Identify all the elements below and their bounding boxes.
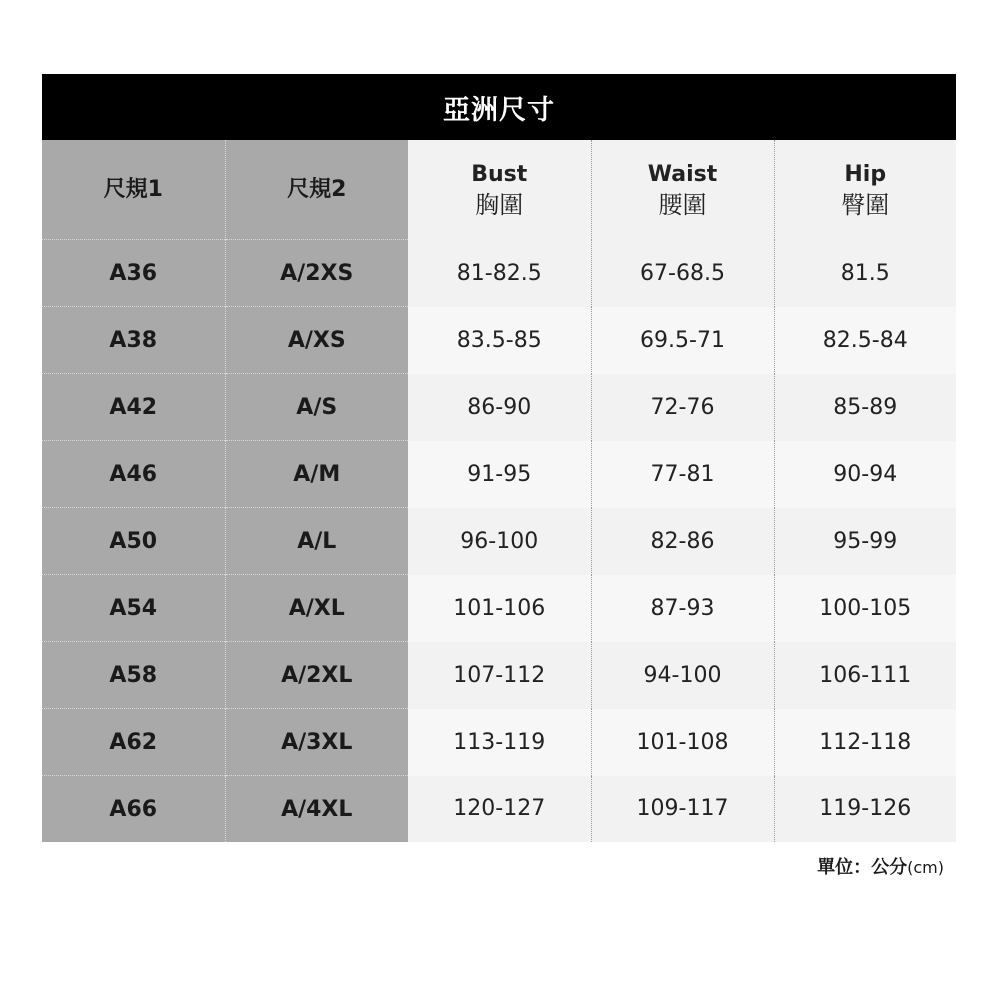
header-size1: 尺規1: [42, 140, 225, 240]
cell-waist: 109-117: [591, 776, 774, 843]
cell-size1: A62: [42, 709, 225, 776]
cell-size1: A36: [42, 240, 225, 307]
cell-bust: 120-127: [408, 776, 591, 843]
header-bust-zh: 胸圍: [475, 190, 524, 219]
table-row: [42, 709, 956, 776]
cell-bust: 83.5-85: [408, 307, 591, 374]
cell-hip: 119-126: [774, 776, 956, 843]
cell-bust: 81-82.5: [408, 240, 591, 307]
cell-hip: 106-111: [774, 642, 956, 709]
cell-bust: 107-112: [408, 642, 591, 709]
header-bust-en: Bust: [471, 161, 528, 187]
table-row: [42, 575, 956, 642]
cell-waist: 67-68.5: [591, 240, 774, 307]
header-hip: [774, 140, 956, 240]
table-row: [42, 307, 956, 374]
cell-waist: 87-93: [591, 575, 774, 642]
table-row: [42, 240, 956, 307]
cell-size1: A58: [42, 642, 225, 709]
header-bust: [408, 140, 591, 240]
unit-note: [817, 853, 944, 879]
cell-size1: A46: [42, 441, 225, 508]
cell-waist: 72-76: [591, 374, 774, 441]
cell-size2: A/XS: [225, 307, 408, 374]
cell-hip: 81.5: [774, 240, 956, 307]
cell-bust: 113-119: [408, 709, 591, 776]
cell-size2: A/XL: [225, 575, 408, 642]
size-chart: [42, 74, 956, 842]
cell-bust: 86-90: [408, 374, 591, 441]
size-table: [42, 140, 956, 842]
cell-waist: 101-108: [591, 709, 774, 776]
header-hip-zh: 臀圍: [841, 190, 890, 219]
cell-size2: A/4XL: [225, 776, 408, 843]
cell-waist: 69.5-71: [591, 307, 774, 374]
cell-size1: A54: [42, 575, 225, 642]
cell-hip: 95-99: [774, 508, 956, 575]
header-size2: 尺規2: [225, 140, 408, 240]
header-waist-zh: 腰圍: [658, 190, 707, 219]
table-row: [42, 508, 956, 575]
cell-hip: 112-118: [774, 709, 956, 776]
cell-size2: A/2XS: [225, 240, 408, 307]
table-row: [42, 441, 956, 508]
cell-waist: 82-86: [591, 508, 774, 575]
cell-size1: A50: [42, 508, 225, 575]
cell-waist: 77-81: [591, 441, 774, 508]
chart-title: 亞洲尺寸: [42, 74, 956, 140]
cell-size1: A66: [42, 776, 225, 843]
header-waist: [591, 140, 774, 240]
header-waist-en: Waist: [647, 161, 718, 187]
table-row: [42, 374, 956, 441]
cell-size2: A/L: [225, 508, 408, 575]
table-row: [42, 776, 956, 843]
cell-hip: 85-89: [774, 374, 956, 441]
cell-size2: A/2XL: [225, 642, 408, 709]
cell-size2: A/S: [225, 374, 408, 441]
cell-hip: 90-94: [774, 441, 956, 508]
cell-size2: A/M: [225, 441, 408, 508]
cell-hip: 100-105: [774, 575, 956, 642]
unit-note-label: 單位：公分: [817, 857, 908, 878]
cell-waist: 94-100: [591, 642, 774, 709]
cell-size1: A38: [42, 307, 225, 374]
table-row: [42, 642, 956, 709]
header-row: [42, 140, 956, 240]
cell-size1: A42: [42, 374, 225, 441]
cell-bust: 101-106: [408, 575, 591, 642]
cell-bust: 96-100: [408, 508, 591, 575]
header-hip-en: Hip: [844, 161, 887, 187]
cell-size2: A/3XL: [225, 709, 408, 776]
unit-note-unit: (cm): [907, 858, 944, 877]
cell-hip: 82.5-84: [774, 307, 956, 374]
cell-bust: 91-95: [408, 441, 591, 508]
